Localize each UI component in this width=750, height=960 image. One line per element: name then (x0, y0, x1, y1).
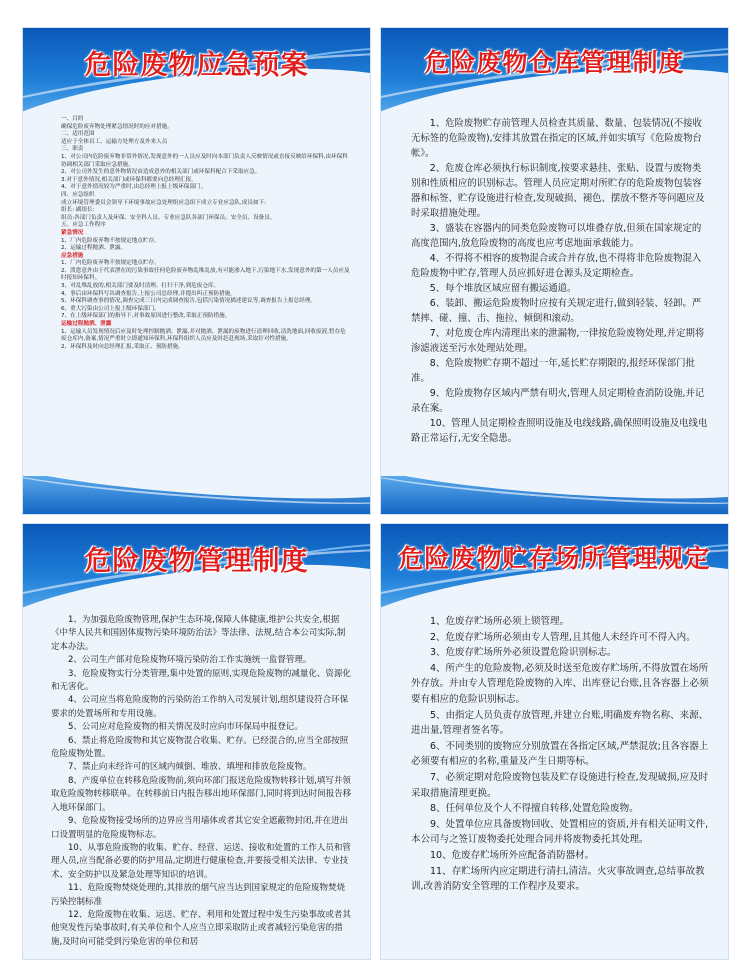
rule-item: 4、公司应当将危险废物的污染防治工作纳入司发展计划,组织建设符合环保要求的处置场所和专用设施。 (51, 695, 349, 719)
text-line: 3、对乱堆乱放的,相关部门要及时清理、打扫干净,到危废仓库。 (61, 283, 220, 290)
poster-title: 危险废物管理制度 (84, 546, 309, 577)
text-line: 1、厂内危险废弃物不按规定地点贮存。 (61, 260, 160, 267)
rule-item: 8、危险废物贮存期不超过一年,延长贮存期限的,报经环保部门批准。 (411, 358, 695, 384)
poster-body-text (23, 614, 370, 949)
text-line: 5、环保科调查事的情况,调查完成三日内完成调查报告,包括污染情况描述建议等,调查报告上报总经理。 (61, 298, 317, 305)
rule-item: 2、危废存贮场所必须由专人管理,且其他人未经许可不得入内。 (430, 631, 696, 643)
rule-item: 2、公司生产部对危险废物环境污染防治工作实施统一监督管理。 (68, 655, 312, 666)
text-line: 2、对公司外发生的意外物情况由造成意外的相关部门或环保科配合下采取应急。 (61, 169, 261, 176)
rule-item: 1、为加强危险废物管理,保护生态环境,保障人体健康,维护公共安全,根据《中华人民共和国固体废物污染环境防治法》等法律、法规,结合本公司实际,制定本办法。 (51, 615, 346, 652)
emergency-plan-poster (22, 27, 371, 515)
rule-item: 7、必须定期对危险废物包装及贮存设施进行检查,发现破损,应及时采取措施清理更换。 (411, 771, 709, 799)
poster-body-text (381, 614, 728, 895)
text-line: 1、运输人员发现情况后应及时处理控制抛洒、泄漏,并对抛洒、泄漏的废物进行清理回收,清洗地面,回收废液,暂存危废仓库内,备案,情况严重时立即通知环保科,环保科组织人员应及时赶赴现场,采取针对性措施。 (61, 328, 346, 343)
poster-title: 危险废物应急预案 (84, 50, 309, 81)
text-line: 适应于全体员工、运输方处理方及外来人员 (61, 138, 168, 145)
rule-item: 11、存贮场所内应定期进行清扫,清洁。火灾事故调查,总结事故教训,改善消防安全管理的工作程序及要求。 (411, 865, 705, 893)
warehouse-rules-poster (380, 27, 729, 515)
text-line: 组员:各部门负责人及环保、安全科人员、专业应急队各部门环保员、安全员、设备员。 (61, 214, 276, 221)
rule-item: 7、禁止向未经许可的区域内倾倒、堆放、填埋和排放危险废物。 (68, 762, 312, 773)
rule-item: 1、危废存贮场所必须上锁管理。 (430, 616, 570, 627)
rule-item: 6、不同类别的废物应分别放置在各指定区域,严禁混放;且各容器上必须要有相应的名称,重量及产生日期等标。 (411, 740, 709, 768)
text-line: 确保危险废弃物处理紧急情况时的应对措施。 (61, 123, 173, 130)
rule-item: 12、危险废物在收集、运送、贮存、利用和处置过程中发生污染事故或者其他突发性污染事故时,有关单位和个人应当立即采取防止或者减轻污染危害的措施,及时向可能受到污染危害的单位和居 (51, 909, 351, 947)
poster-title: 危险废物贮存场所管理规定 (398, 544, 711, 573)
section-heading: 紧急情况 (61, 229, 84, 236)
text-line: 4、事后由环保科写出调查报告,上报公司总经理,并提出纠正预防措施。 (61, 290, 236, 297)
text-line: 二、适用范围 (61, 131, 95, 138)
text-line: 组长: 副组长: (61, 207, 95, 214)
rule-item: 7、对危废仓库内清理出来的泄漏物,一律按危险废物处理,并定期将渗滤液送至污水处理站处理。 (411, 328, 705, 354)
rule-item: 4、不得将不相容的废物混合或合并存放,也不得将非危险废物混入危险废物中贮存,管理人员应抓好进仓源头及定期检查。 (411, 253, 702, 279)
text-line: 4、对于意外情况较为严重时,由总经理上报上级环保部门。 (61, 184, 207, 191)
poster-body-text (381, 116, 728, 446)
text-line: 一、目的 (61, 116, 84, 122)
rule-item: 8、产废单位在转移危险废物前,须向环部门报送危险废物转移计划,填写并领取危险废物转移联单。在转移前日内报告移出地环保部门,同时将到达时间报告移入地环保部门。 (51, 775, 352, 813)
rule-item: 9、处置单位应具备废物回收、处置相应的资质,并有相关证明文件,本公司与之签订废物委托处理合同并将废物委托其处理。 (411, 818, 709, 846)
text-line: 2、运输过程抛洒、泄露。 (61, 245, 127, 252)
storage-site-rules-poster (380, 523, 729, 960)
rule-item: 3、盛装在容器内的同类危险废物可以堆叠存放,但须在国家规定的高度范围内,放危险废物的高度也应考虑地面承载能力。 (411, 223, 702, 249)
text-line: 6、重大污染由公司上报上级环保部门。 (61, 305, 160, 312)
rule-item: 9、危险废物接受场所的边界应当用墙体或者其它安全遮蔽物封闭,并在进出口设置明显的危险废物标志。 (51, 816, 349, 840)
text-line: 三、职责 (61, 146, 84, 153)
rule-item: 6、装卸、搬运危险废物时应按有关规定进行,做到轻装、轻卸。严禁摔、碰、撞、击、拖拉、倾倒和滚动。 (411, 298, 702, 324)
text-line: 五、应急工作程序 (61, 222, 106, 229)
rule-item: 5、每个堆放区域应留有搬运通道。 (429, 283, 577, 294)
text-line: 成立环境管理委员会领导下环境事故应急处理组应急组下成立专业应急队,成员如下: (61, 199, 267, 206)
text-line: 1、对公司内危险废弃物非常外情况,发现意外的一人员应及时向本部门负责人反映情况或直接反映给环保科,由环保科协调相关部门采取应急措施。 (61, 153, 348, 168)
rule-item: 10、危废存贮场所外应配备消防器材。 (430, 849, 595, 861)
poster-footer-band (381, 476, 728, 514)
text-line: 四、应急组织 (61, 191, 95, 198)
rule-item: 5、公司应对危险废物的相关情况及时应向市环保局申报登记。 (68, 722, 303, 733)
section-heading: 运输过程抛洒、泄露 (61, 321, 112, 328)
rule-item: 3、危险废物实行分类管理,集中处置的原则,实现危险废物的减量化、资源化和无害化。 (51, 668, 351, 693)
section-heading: 应急措施 (61, 252, 84, 259)
poster-footer-band (23, 476, 370, 514)
poster-body-text (23, 116, 370, 351)
rule-item: 4、所产生的危险废物,必须及时送至危废存贮场所,不得放置在场所外存放。并由专人管理危险废物的入库、出库登记台账,且各容器上必须要有相应的危险识别标志。 (411, 662, 709, 705)
rule-item: 11、危险废物焚烧处理的,其排放的烟气应当达到国家规定的危险废物焚烧污染控制标准 (51, 883, 346, 907)
rule-item: 6、禁止将危险废物和其它废物混合收集、贮存。已经混合的,应当全部按照危险废物处置。 (51, 735, 349, 760)
poster-title: 危险废物仓库管理制度 (424, 48, 685, 77)
rule-item: 5、由指定人员负责存放管理,并建立台账,明确废弃物名称、来源、进出量,管理者签名等。 (411, 709, 709, 737)
text-line: 2、泼您意外由于代表泄在的污染事故任何危险废弃物乱堆乱放,有可能渗入地下,污染地下水,发现意外的第一人员应及时报知环保科。 (61, 267, 350, 282)
text-line: 1、厂内危险废弃物不按规定地点贮存。 (61, 237, 160, 244)
rule-item: 9、危险废物存区域内严禁有明火,管理人员定期检查消防设施,并记录在案。 (411, 388, 705, 414)
text-line: 7、在上级环保部门的指导下,对事故原因进行整改,采取正预防措施。 (61, 313, 231, 320)
rule-item: 1、危险废物贮存前管理人员检查其质量、数量、包装情况(不接收无标签的危险废物),安排其放置在指定的区域,并如实填写《危险废物台帐》。 (411, 118, 702, 159)
rule-item: 10、管理人员定期检查照明设施及电线线路,确保照明设施及电线电路正常运行,无安全隐患。 (411, 418, 708, 444)
rule-item: 3、危废存贮场所外必须设置危险识别标志。 (430, 647, 617, 659)
rule-item: 2、危废仓库必须执行标识制度,按要求悬挂、张贴、设置与废物类别和性质相应的识别标志。管理人员应定期对所贮存的危险废物包装容器和标签、贮存设施进行检查,发现破损、褪色、摆放不整齐等问题应及时采取措施处理。 (411, 163, 705, 219)
text-line: 2、环保科及时向总经理汇报,采取正、预防措施。 (61, 343, 184, 350)
rule-item: 8、任何单位及个人不得擅自转移,处置危险废物。 (430, 803, 639, 815)
text-line: 3.对于意外情况,相关部门或环保科都要向总经理汇报。 (61, 176, 197, 183)
management-rules-poster (22, 523, 371, 960)
rule-item: 10、从事危险废物的收集、贮存、经营、运送、接收和处置的工作人员和管理人员,应当配备必要的防护用品,定期进行健康检查,并要接受相关法律、专业技术、安全防护以及紧急处理等知识的培训。 (51, 842, 351, 880)
